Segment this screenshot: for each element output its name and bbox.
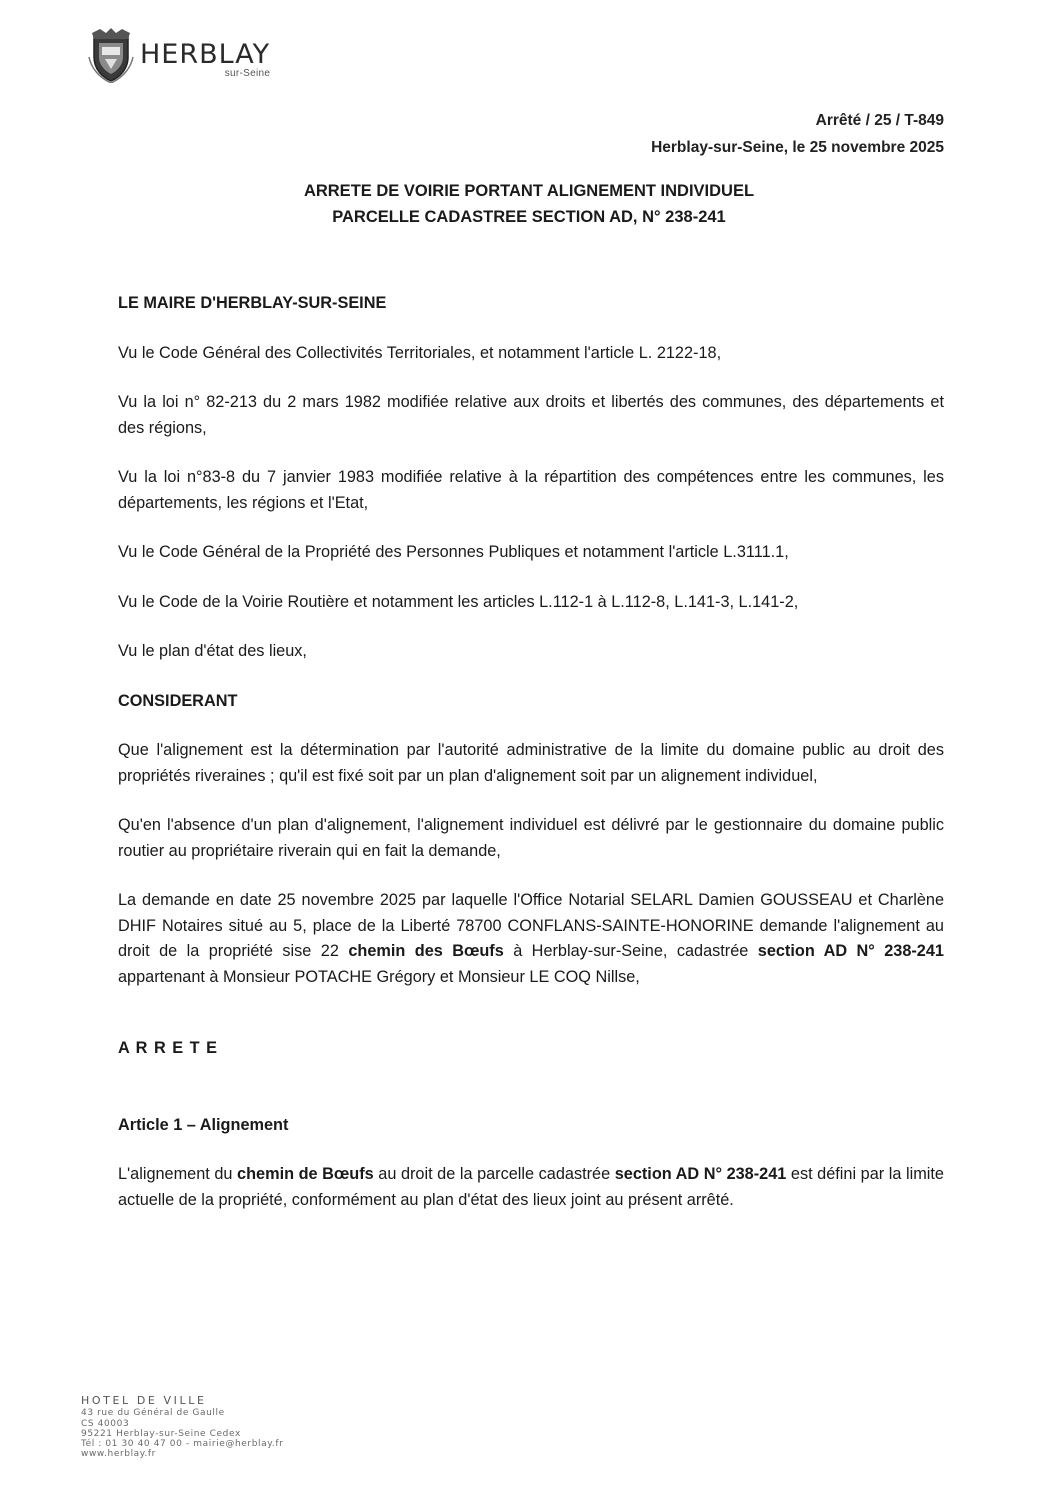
a1-text-2: au droit de la parcelle cadastrée xyxy=(373,1165,615,1183)
considerant-1: Que l'alignement est la détermination par l'autorité administrative de la limite du domaine public au droit des propriétés riveraines ; qu'il est fixé soit par un plan d'alignement soit par un alignement individuel, xyxy=(118,741,944,785)
footer-postcode: 95221 Herblay-sur-Seine Cedex xyxy=(81,1428,241,1439)
c3-parcel: section AD N° 238-241 xyxy=(757,942,944,960)
logo-name: HERBLAY xyxy=(140,39,271,70)
footer-website: www.herblay.fr xyxy=(81,1449,156,1460)
visa-loi-1982: Vu la loi n° 82-213 du 2 mars 1982 modifiée relative aux droits et libertés des communes, des départements et des régions, xyxy=(118,393,944,437)
c3-text-3: appartenant à Monsieur POTACHE Grégory et Monsieur LE COQ Nillse, xyxy=(118,967,640,986)
a1-road-name: chemin de Bœufs xyxy=(237,1165,374,1183)
place-date: Herblay-sur-Seine, le 25 novembre 2025 xyxy=(651,139,944,156)
decree-reference xyxy=(651,107,944,161)
c3-road-name: chemin des Bœufs xyxy=(348,942,504,960)
mayor-heading: LE MAIRE D'HERBLAY-SUR-SEINE xyxy=(118,294,387,312)
arrete-heading: A R R E T E xyxy=(118,1039,218,1057)
a1-parcel: section AD N° 238-241 xyxy=(614,1165,787,1183)
a1-text-1: L'alignement du xyxy=(118,1165,238,1183)
title-line-2: PARCELLE CADASTREE SECTION AD, N° 238-241 xyxy=(332,208,726,226)
decree-number: Arrêté / 25 / T-849 xyxy=(815,112,944,129)
footer-title: HOTEL DE VILLE xyxy=(81,1394,207,1407)
footer-cs: CS 40003 xyxy=(81,1418,130,1429)
city-logo xyxy=(88,27,270,83)
footer-address xyxy=(81,1396,283,1460)
visa-plan: Vu le plan d'état des lieux, xyxy=(118,642,307,660)
c3-text-1: La demande en date 25 novembre 2025 par laquelle l'Office Notarial SELARL Damien GOUSSEAU et Charlène DHIF Notaires situé au 5, place de la Liberté 78700 CONFLANS-SAINTE-HONORINE demande l'alignement au droit de la propriété sise 22 xyxy=(118,891,944,960)
footer-street: 43 rue du Général de Gaulle xyxy=(81,1408,225,1419)
coat-of-arms-icon xyxy=(88,27,134,83)
footer-contact: Tél : 01 30 40 47 00 - mairie@herblay.fr xyxy=(81,1439,284,1450)
title-line-1: ARRETE DE VOIRIE PORTANT ALIGNEMENT INDIVIDUEL xyxy=(303,182,755,200)
considerant-heading: CONSIDERANT xyxy=(118,691,238,710)
visa-loi-1983: Vu la loi n°83-8 du 7 janvier 1983 modifiée relative à la répartition des compétences entre les communes, les départements, les régions et l'Etat, xyxy=(118,468,944,512)
visa-cgct: Vu le Code Général des Collectivités Territoriales, et notamment l'article L. 2122-18, xyxy=(118,343,722,362)
decree-title xyxy=(0,178,1058,230)
considerant-3 xyxy=(118,888,944,990)
logo-subtitle: sur-Seine xyxy=(224,68,271,79)
decree-body xyxy=(118,291,944,1213)
visa-cgppp: Vu le Code Général de la Propriété des Personnes Publiques et notamment l'article L.3111.1, xyxy=(118,543,789,561)
article-1-text xyxy=(118,1162,944,1213)
considerant-2: Qu'en l'absence d'un plan d'alignement, l'alignement individuel est délivré par le gestionnaire du domaine public routier au propriétaire riverain qui en fait la demande, xyxy=(118,816,944,860)
c3-text-2: à Herblay-sur-Seine, cadastrée xyxy=(503,942,758,960)
a1-text-3: est défini par la limite actuelle de la propriété, conformément au plan d'état des lieux joint au présent arrêté. xyxy=(118,1165,944,1209)
article-1-title: Article 1 – Alignement xyxy=(118,1115,289,1134)
visa-voirie: Vu le Code de la Voirie Routière et notamment les articles L.112-1 à L.112-8, L.141-3, L.141-2, xyxy=(118,592,799,611)
